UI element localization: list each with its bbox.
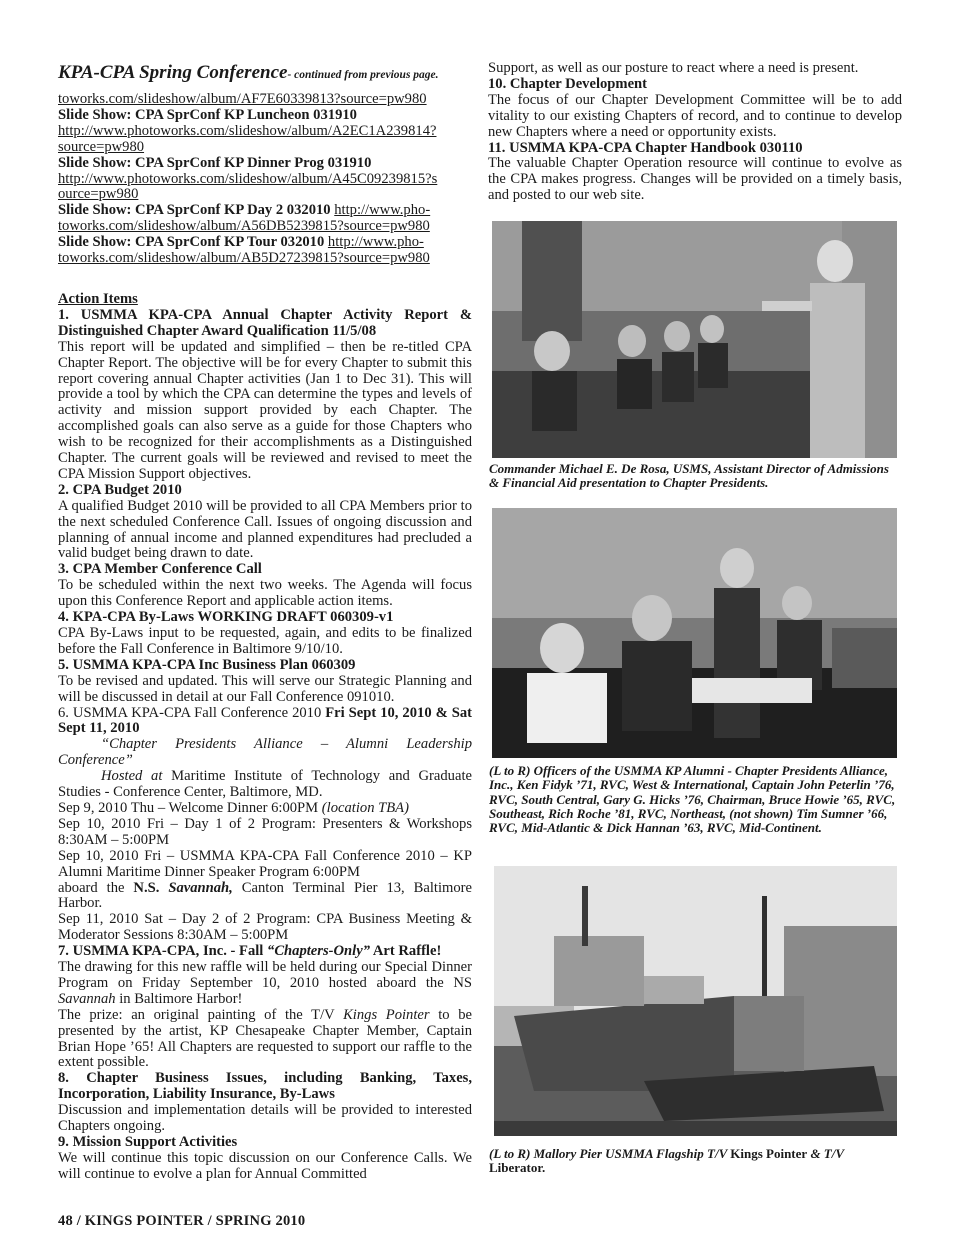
photo-officers-image — [492, 508, 897, 758]
photo-presentation-image — [492, 221, 897, 458]
photo-officers — [492, 508, 897, 758]
action-items — [58, 292, 472, 1183]
item-7-body-2a: The prize: an original painting of the T/V — [58, 1006, 344, 1023]
item-11-title: 11. USMMA KPA-CPA Chapter Handbook 030110 — [488, 139, 803, 156]
item-10-title: 10. Chapter Development — [488, 75, 648, 92]
link-album-luncheon-a[interactable]: http://www.photoworks.com/slideshow/album/A2EC1A239814? — [58, 122, 437, 139]
continued-note: - continued from previous page. — [287, 69, 439, 81]
item-2-title: 2. CPA Budget 2010 — [58, 481, 182, 498]
schedule-4-ship-a: N.S. — [133, 879, 169, 896]
item-6-prefix: 6. USMMA KPA-CPA Fall Conference 2010 — [58, 704, 326, 721]
slideshow-links — [58, 92, 472, 267]
item-6-schedule-5: Sep 11, 2010 Sat – Day 2 of 2 Program: CPA Business Meeting & Moderator Sessions 8:30AM – 5:00PM — [58, 911, 472, 944]
item-2-body: A qualified Budget 2010 will be provided to all CPA Members prior to the next scheduled Conference Call. Issues of ongoing discussion and planning of annual income and planned expenditures had precluded a valid budget being drawn to date. — [58, 497, 472, 562]
item-6-hosted-place: Maritime Institute of Technology and Graduate Studies - Conference Center, Baltimore, MD. — [58, 768, 472, 801]
photo-ships — [494, 866, 897, 1136]
link-album-0[interactable]: toworks.com/slideshow/album/AF7E60339813?source=pw980 — [58, 91, 427, 107]
caption-ships-name: Kings Pointer — [730, 1146, 808, 1161]
item-6-title — [58, 706, 472, 738]
link-album-tour-a[interactable]: http://www.pho- — [327, 234, 424, 251]
left-column — [58, 62, 472, 1183]
link-album-dinner-a[interactable]: http://www.photoworks.com/slideshow/album/A45C09239815?s — [58, 170, 438, 187]
item-4-title: 4. KPA-CPA By-Laws WORKING DRAFT 060309-v1 — [58, 609, 394, 626]
item-9-continued: Support, as well as our posture to react where a need is present. — [488, 60, 859, 76]
item-1-title: 1. USMMA KPA-CPA Annual Chapter Activity Report & Distinguished Chapter Award Qualification 11/5/08 — [58, 306, 472, 339]
item-6-schedule-4 — [58, 881, 472, 913]
item-8-body: Discussion and implementation details will be provided to interested Chapters ongoing. — [58, 1102, 472, 1135]
caption-ships-b: & T/V — [807, 1146, 845, 1161]
item-5-title: 5. USMMA KPA-CPA Inc Business Plan 060309 — [58, 656, 356, 673]
item-1-body: This report will be updated and simplified – then be re-titled CPA Chapter Report. The objective will be for every Chapter to submit this report covering annual Chapter activities (Jan 1 to Dec 31). This will provide a tool by which the CPA can determine the types and levels of activity and mission support provided by each Chapter. The accomplished goals can also serve as a guide for those Chapters who wish to be recognized for their accomplishments as a Distinguished Chapter. The current goals will be reviewed and revised to meet the CPA Mission Support objectives. — [58, 338, 472, 482]
title-text: KPA-CPA Spring Conference — [58, 62, 288, 83]
slideshow-day2-line — [58, 203, 472, 219]
slideshow-title-tour: Slide Show: CPA SprConf KP Tour 032010 — [58, 234, 325, 251]
schedule-4-ship-b: Savannah, — [168, 879, 233, 896]
caption-ships-a: (L to R) Mallory Pier USMMA Flagship T/V — [489, 1146, 731, 1161]
item-5-body: To be revised and updated. This will serve our Strategic Planning and will be discussed in detail at our Fall Conference 091010. — [58, 672, 472, 705]
item-3-title: 3. CPA Member Conference Call — [58, 561, 262, 578]
item-6-schedule-2: Sep 10, 2010 Fri – Day 1 of 2 Program: Presenters & Workshops 8:30AM – 5:00PM — [58, 815, 472, 848]
item-7-title-c: Art Raffle! — [370, 943, 442, 960]
schedule-4-a: aboard the — [58, 879, 134, 896]
item-3-body: To be scheduled within the next two weeks. The Agenda will focus upon this Conference Report and applicable action items. — [58, 577, 472, 610]
item-7-body-2-ship: Kings Pointer — [343, 1006, 430, 1023]
action-items-heading: Action Items — [58, 290, 138, 307]
caption-presentation: Commander Michael E. De Rosa, USMS, Assistant Director of Admissions & Financial Aid presentation to Chapter Presidents. — [489, 461, 889, 491]
caption-ships-name-2: Liberator. — [489, 1160, 546, 1176]
caption-officers: (L to R) Officers of the USMMA KP Alumni - Chapter Presidents Alliance, Inc., Ken Fidyk ’71, RVC, West & International, Captain John Peterlin ’76, RVC, South Central, Gary G. Hicks ’76, Chairman, Bruce Howie ’65, RVC, Southeast, Rich Roche ’81, RVC, Northeast, (not shown) Tim Sumner ’66, RVC, Mid-Atlantic & Dick Hannan ’63, RVC, Mid-Continent. — [489, 763, 896, 836]
photo-ships-image — [494, 866, 897, 1136]
schedule-4-b: Canton Terminal Pier 13, Baltimore Harbor. — [58, 879, 472, 912]
item-6-schedule-3: Sep 10, 2010 Fri – USMMA KPA-CPA Fall Conference 2010 – KP Alumni Maritime Dinner Speaker Program 6:00PM — [58, 847, 472, 880]
slideshow-title-day2: Slide Show: CPA SprConf KP Day 2 032010 — [58, 202, 331, 219]
item-10-body: The focus of our Chapter Development Committee will be to add vitality to our existing Chapters of record, and to continue to develop new Chapters where a need or opportunity exists. — [488, 91, 902, 140]
item-6-hosted — [58, 769, 472, 801]
article-title — [58, 62, 472, 86]
link-album-day2-a[interactable]: http://www.pho- — [334, 202, 431, 219]
link-album-tour-b[interactable]: toworks.com/slideshow/album/AB5D27239815?source=pw980 — [58, 250, 430, 267]
item-6-schedule-1 — [58, 801, 472, 817]
item-6-quote: “Chapter Presidents Alliance – Alumni Leadership Conference” — [58, 736, 472, 769]
page-footer: 48 / KINGS POINTER / SPRING 2010 — [58, 1213, 306, 1229]
item-8-title: 8. Chapter Business Issues, including Banking, Taxes, Incorporation, Liability Insurance, By-Laws — [58, 1070, 472, 1103]
link-album-day2-b[interactable]: toworks.com/slideshow/album/A56DB5239815?source=pw980 — [58, 218, 430, 235]
item-9-title: 9. Mission Support Activities — [58, 1134, 238, 1150]
schedule-1-text: Sep 9, 2010 Thu – Welcome Dinner 6:00PM — [58, 799, 322, 816]
slideshow-title-luncheon: Slide Show: CPA SprConf KP Luncheon 031910 — [58, 106, 357, 123]
slideshow-tour-line — [58, 235, 472, 251]
item-7-body-2b: to be presented by the artist, KP Chesapeake Chapter Member, Captain Brian Hope ’65! All Chapters are requested to support our raffle to the extent possible. — [58, 1006, 473, 1071]
photo-presentation — [492, 221, 897, 458]
link-album-luncheon-b[interactable]: source=pw980 — [58, 138, 145, 155]
item-7-body-1 — [58, 960, 472, 1008]
item-6-hosted-label: Hosted at — [101, 768, 163, 785]
caption-ships — [489, 1147, 901, 1176]
link-album-dinner-b[interactable]: ource=pw980 — [58, 186, 139, 203]
item-6-dates: Fri Sept 10, 2010 & Sat Sept 11, 2010 — [58, 704, 473, 737]
item-4-body: CPA By-Laws input to be requested, again, and edits to be finalized before the Fall Conference in Baltimore 9/10/10. — [58, 625, 472, 657]
slideshow-title-dinner: Slide Show: CPA SprConf KP Dinner Prog 031910 — [58, 154, 372, 171]
item-7-body-1b: in Baltimore Harbor! — [115, 990, 243, 1007]
item-7-title-b: “Chapters-Only” — [267, 943, 370, 960]
right-column — [488, 61, 902, 204]
item-9-body: We will continue this topic discussion on our Conference Calls. We will continue to evolve a plan for Annual Committed — [58, 1149, 472, 1182]
item-7-body-2 — [58, 1008, 472, 1072]
item-7-body-1a: The drawing for this new raffle will be held during our Special Dinner Program on Friday September 10, 2010 hosted aboard the NS — [58, 959, 472, 991]
schedule-1-note: (location TBA) — [321, 799, 409, 816]
item-7-title — [58, 944, 472, 960]
item-7-title-a: 7. USMMA KPA-CPA, Inc. - Fall — [58, 943, 268, 960]
item-7-body-1-ship: Savannah — [58, 990, 116, 1007]
item-11-body: The valuable Chapter Operation resource will continue to evolve as the CPA makes progress. Changes will be provided on a timely basis, and posted to our web site. — [488, 155, 902, 204]
